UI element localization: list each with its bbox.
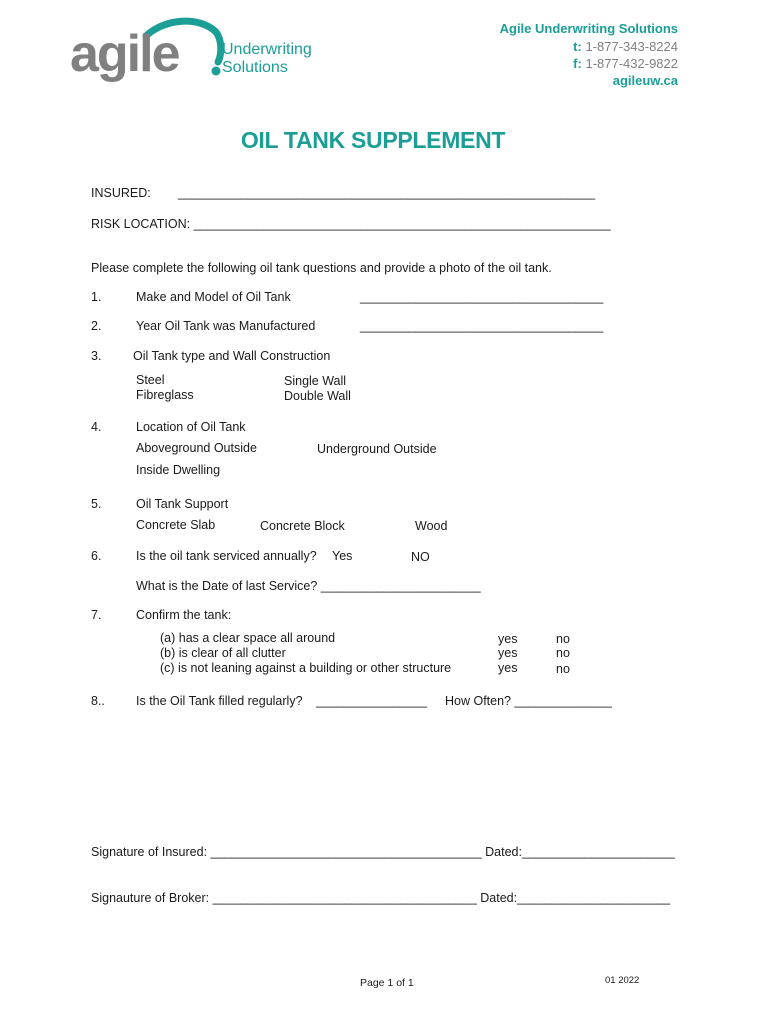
q7-item-a-yes[interactable]: yes — [498, 632, 518, 646]
q5-option-wood[interactable]: Wood — [415, 519, 448, 533]
signature-insured-label: Signature of Insured: — [91, 845, 208, 859]
risk-location-field-end[interactable]: _____ — [575, 217, 611, 231]
q6-text: Is the oil tank serviced annually? — [136, 549, 317, 563]
q6-option-no[interactable]: NO — [411, 550, 430, 564]
q6-number: 6. — [91, 549, 102, 563]
q5-option-block[interactable]: Concrete Block — [260, 519, 345, 533]
page-number: Page 1 of 1 — [360, 977, 414, 989]
q7-item-b-no[interactable]: no — [556, 646, 570, 660]
q6-date-label: What is the Date of last Service? — [136, 579, 318, 593]
q2-number: 2. — [91, 319, 102, 333]
signature-broker-label: Signauture of Broker: — [91, 891, 210, 905]
phone-line: t: 1-877-343-8224 — [573, 39, 678, 54]
q3-option-steel[interactable]: Steel — [136, 373, 165, 387]
q7-item-c-yes[interactable]: yes — [498, 661, 518, 675]
q7-item-c-no[interactable]: no — [556, 662, 570, 676]
q3-number: 3. — [91, 349, 102, 363]
fax-number: 1-877-432-9822 — [585, 56, 678, 71]
q2-field-end[interactable]: _ — [596, 319, 604, 333]
q3-option-fibreglass[interactable]: Fibreglass — [136, 388, 194, 402]
form-version: 01 2022 — [605, 975, 640, 986]
q8-often-row — [445, 694, 612, 708]
q4-option-aboveground[interactable]: Aboveground Outside — [136, 441, 257, 455]
q8-field[interactable]: ________________ — [316, 694, 428, 708]
q1-text: Make and Model of Oil Tank — [136, 290, 291, 304]
q7-item-b-yes[interactable]: yes — [498, 646, 518, 660]
logo-wordmark: agile — [70, 25, 179, 83]
q4-option-underground[interactable]: Underground Outside — [317, 442, 437, 456]
q4-number: 4. — [91, 420, 102, 434]
insured-label: INSURED: — [91, 186, 151, 200]
q7-item-b: (b) is clear of all clutter — [160, 646, 286, 660]
q5-option-slab[interactable]: Concrete Slab — [136, 518, 216, 532]
q3-text: Oil Tank type and Wall Construction — [133, 349, 331, 363]
signature-insured-dated-field[interactable]: ______________________ — [521, 845, 675, 859]
q7-item-c: (c) is not leaning against a building or other structure — [160, 661, 452, 675]
signature-broker-row — [91, 891, 670, 905]
q5-text: Oil Tank Support — [136, 497, 229, 511]
q6-option-yes[interactable]: Yes — [332, 549, 353, 563]
page-title: OIL TANK SUPPLEMENT — [240, 127, 506, 153]
logo-line1: Underwriting — [222, 41, 312, 58]
q7-item-a: (a) has a clear space all around — [160, 631, 336, 645]
q8-often-label: How Often? — [445, 694, 512, 708]
signature-broker-field[interactable]: ______________________________________ — [212, 891, 477, 905]
q4-option-inside[interactable]: Inside Dwelling — [136, 463, 221, 477]
signature-insured-row — [91, 845, 675, 859]
fax-line: f: 1-877-432-9822 — [573, 56, 678, 71]
website-link[interactable]: agileuw.ca — [612, 73, 678, 88]
q2-text: Year Oil Tank was Manufactured — [136, 319, 316, 333]
q3-option-double-wall[interactable]: Double Wall — [284, 389, 351, 403]
q5-number: 5. — [91, 497, 102, 511]
q6-date-field[interactable]: _______________________ — [320, 579, 481, 593]
q8-number: 8.. — [91, 694, 105, 708]
q2-field[interactable] — [360, 319, 603, 333]
q7-number: 7. — [91, 608, 102, 622]
signature-insured-field[interactable]: _______________________________________ — [210, 845, 482, 859]
phone-number: 1-877-343-8224 — [585, 39, 678, 54]
agile-logo — [70, 14, 330, 94]
q6-date-row — [136, 579, 481, 593]
q1-number: 1. — [91, 290, 102, 304]
q3-option-single-wall[interactable]: Single Wall — [284, 374, 347, 388]
q8-text: Is the Oil Tank filled regularly? — [136, 694, 303, 708]
risk-location-field[interactable]: _______________________________________________________ — [193, 217, 576, 231]
risk-location-label: RISK LOCATION: ____________________________________________________________ — [91, 217, 611, 231]
insured-field[interactable]: ____________________________________________________________ — [178, 186, 596, 200]
q8-often-field[interactable]: ______________ — [514, 694, 612, 708]
q1-field[interactable]: ___________________________________ — [360, 290, 604, 304]
q4-text: Location of Oil Tank — [136, 420, 246, 434]
instructions: Please complete the following oil tank questions and provide a photo of the oil tank. — [91, 261, 552, 275]
q2-field-main[interactable]: __________________________________ — [360, 319, 597, 333]
logo-line2: Solutions — [222, 59, 288, 76]
signature-broker-dated-field[interactable]: ______________________ — [517, 891, 671, 905]
signature-insured-dated-label: Dated: — [485, 845, 522, 859]
signature-broker-dated-label: Dated: — [480, 891, 518, 905]
company-name: Agile Underwriting Solutions — [499, 21, 678, 36]
q7-text: Confirm the tank: — [136, 608, 232, 622]
q7-item-a-no[interactable]: no — [556, 632, 570, 646]
